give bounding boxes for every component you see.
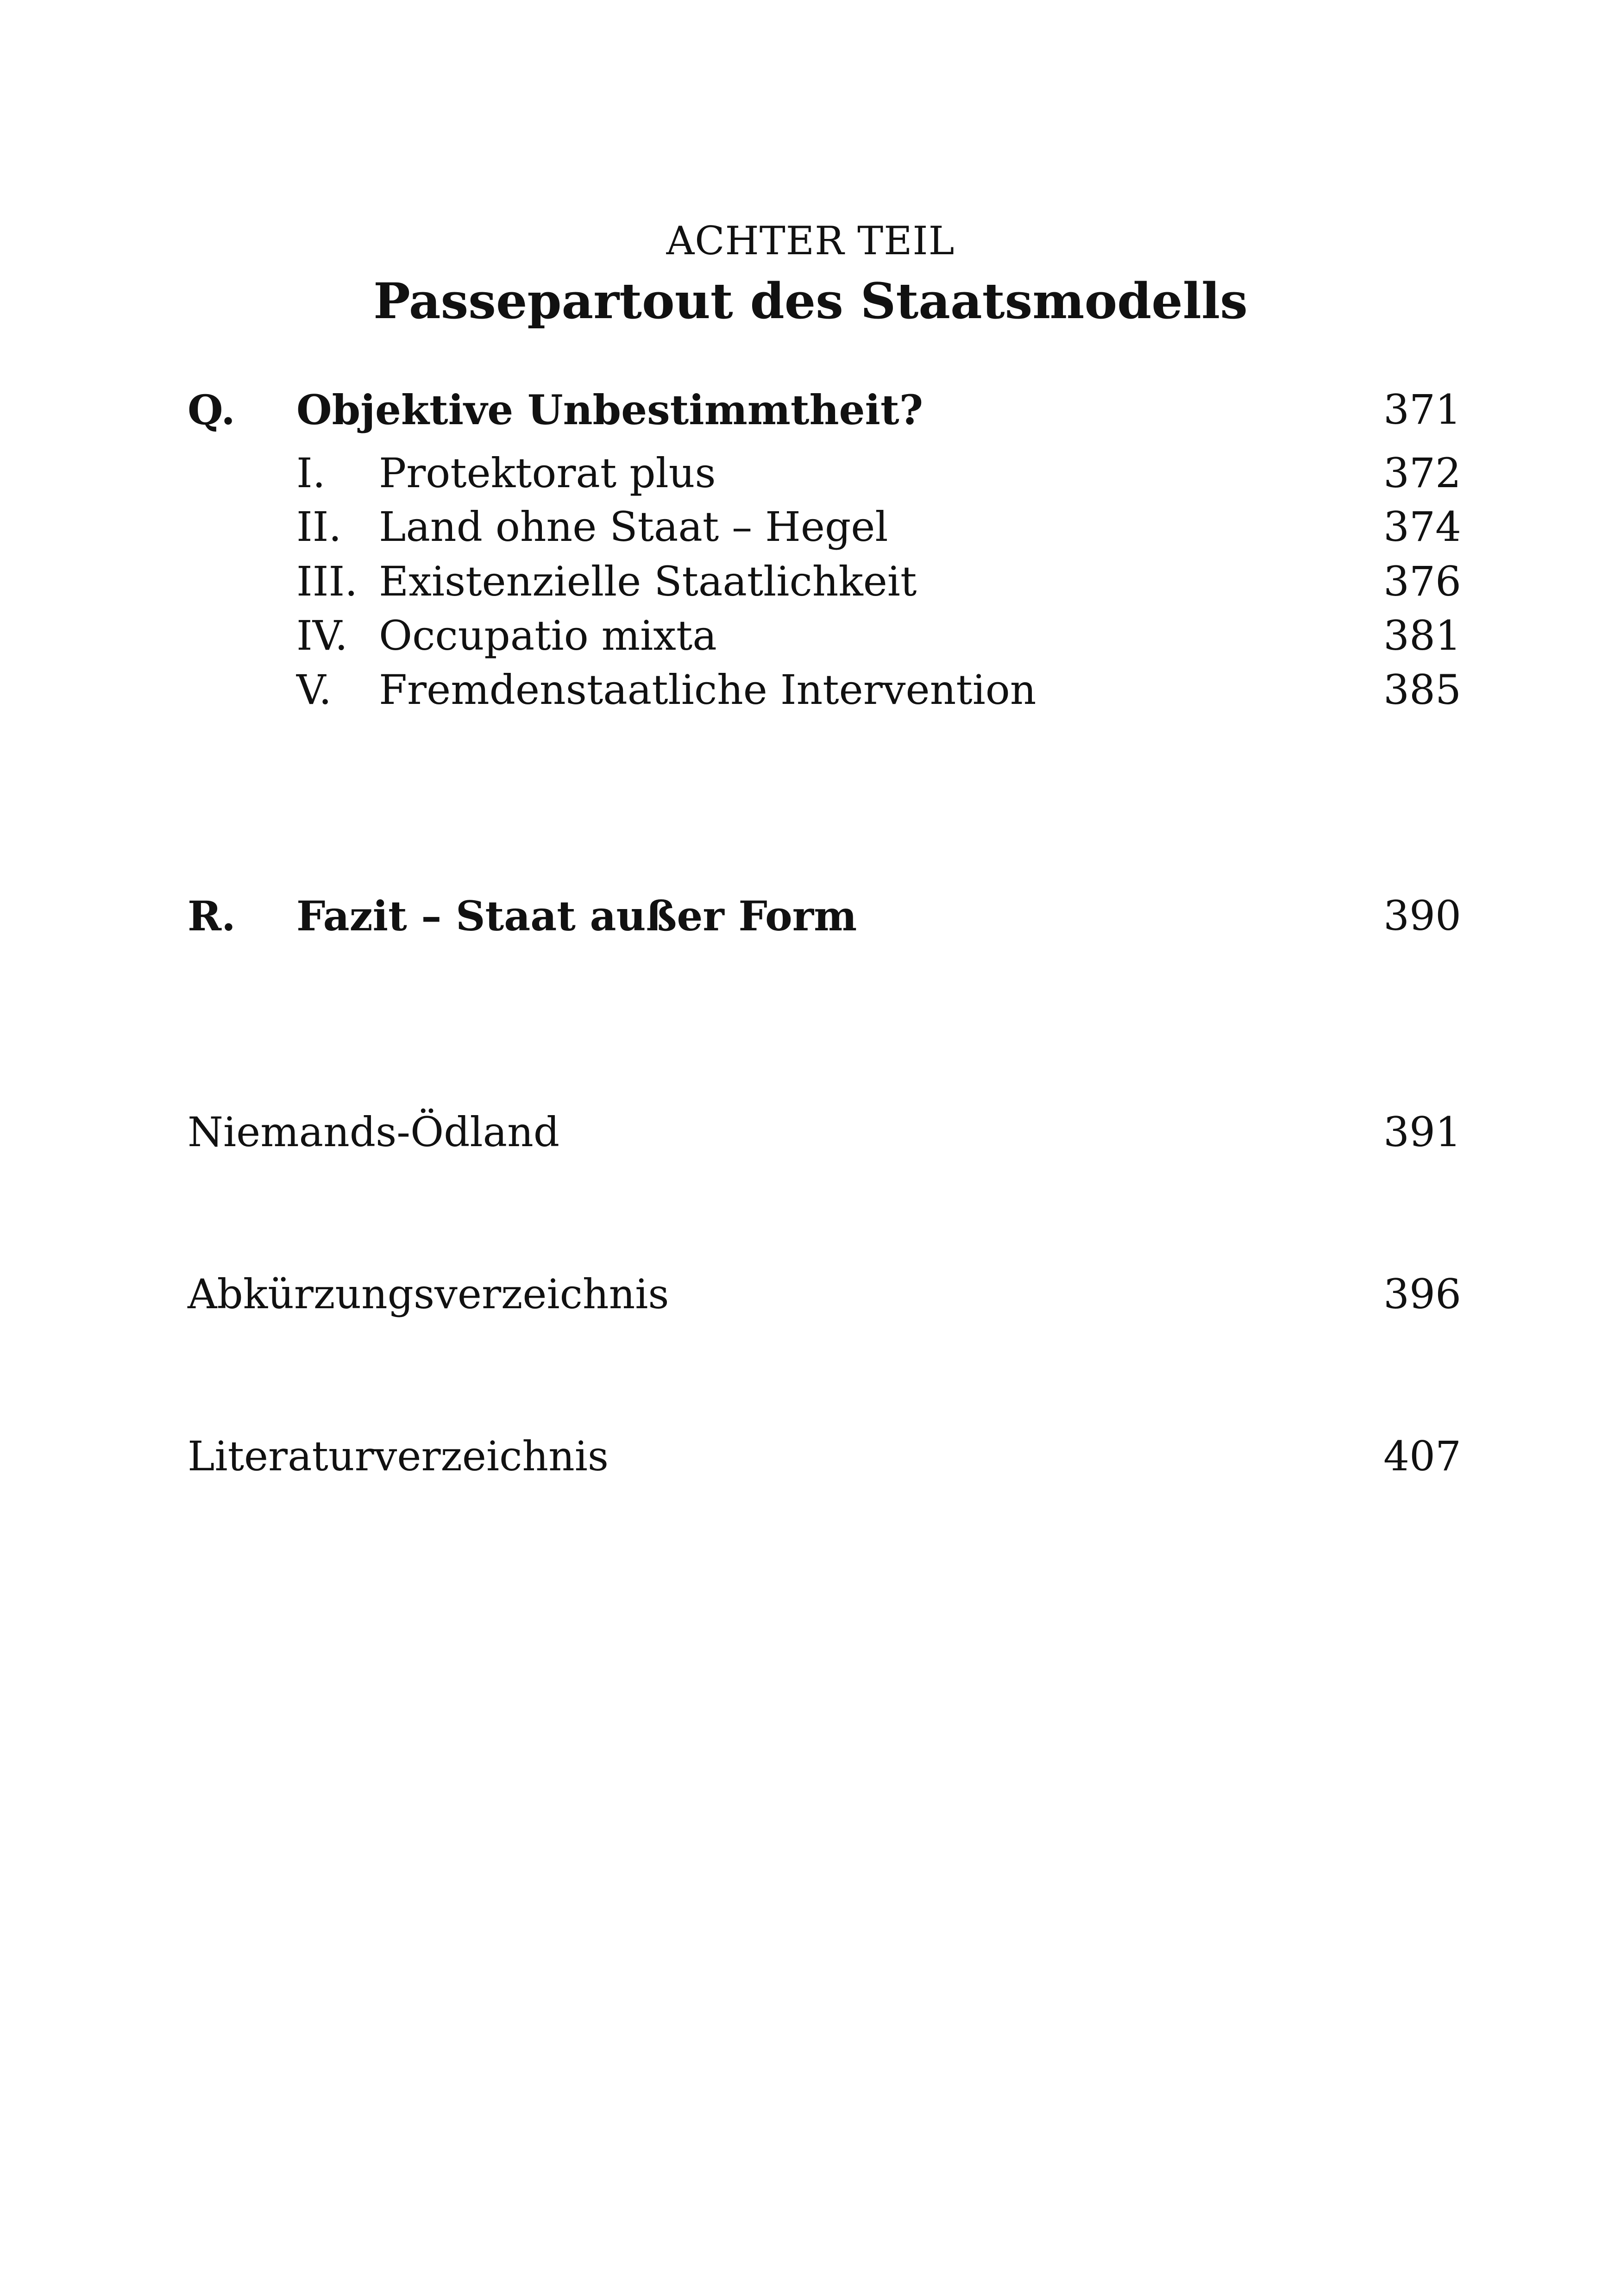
toc-appendix-entry[interactable] [0, 1104, 1621, 1160]
subsection-title: Protektorat plus [379, 449, 716, 497]
toc-subsection[interactable] [0, 499, 1621, 555]
subsection-title: Land ohne Staat – Hegel [379, 503, 888, 551]
toc-subsection[interactable] [0, 445, 1621, 501]
appendix-title: Literaturverzeichnis [188, 1432, 609, 1480]
section-number: Q. [188, 386, 235, 434]
section-title: Objektive Unbestimmtheit? [296, 386, 924, 434]
toc-section-q[interactable] [0, 382, 1621, 438]
appendix-title: Abkürzungsverzeichnis [188, 1270, 669, 1318]
page-number: 376 [1383, 558, 1461, 605]
page-number: 390 [1383, 892, 1461, 940]
subsection-title: Occupatio mixta [379, 612, 717, 659]
toc-section-r[interactable] [0, 888, 1621, 944]
page-number: 407 [1383, 1432, 1461, 1480]
subsection-number: V. [296, 666, 332, 714]
part-label: ACHTER TEIL [666, 218, 955, 263]
part-title: Passepartout des Staatsmodells [373, 272, 1248, 330]
subsection-number: III. [296, 558, 358, 605]
page-number: 374 [1383, 503, 1461, 551]
page-number: 391 [1383, 1108, 1461, 1156]
page-number: 385 [1383, 666, 1461, 714]
page-number: 371 [1383, 386, 1461, 433]
section-number: R. [188, 892, 236, 940]
toc-subsection[interactable] [0, 608, 1621, 664]
page-number: 372 [1383, 449, 1461, 497]
subsection-title: Fremdenstaatliche Intervention [379, 666, 1037, 714]
page-number: 381 [1383, 612, 1461, 659]
toc-appendix-entry[interactable] [0, 1429, 1621, 1484]
subsection-number: II. [296, 503, 342, 551]
subsection-title: Existenzielle Staatlichkeit [379, 558, 917, 605]
toc-subsection[interactable] [0, 554, 1621, 609]
page-number: 396 [1383, 1270, 1461, 1318]
subsection-number: IV. [296, 612, 348, 659]
subsection-number: I. [296, 449, 326, 497]
section-title: Fazit – Staat außer Form [296, 892, 857, 940]
toc-subsection[interactable] [0, 662, 1621, 718]
toc-appendix-entry[interactable] [0, 1267, 1621, 1322]
appendix-title: Niemands-Ödland [188, 1108, 560, 1156]
